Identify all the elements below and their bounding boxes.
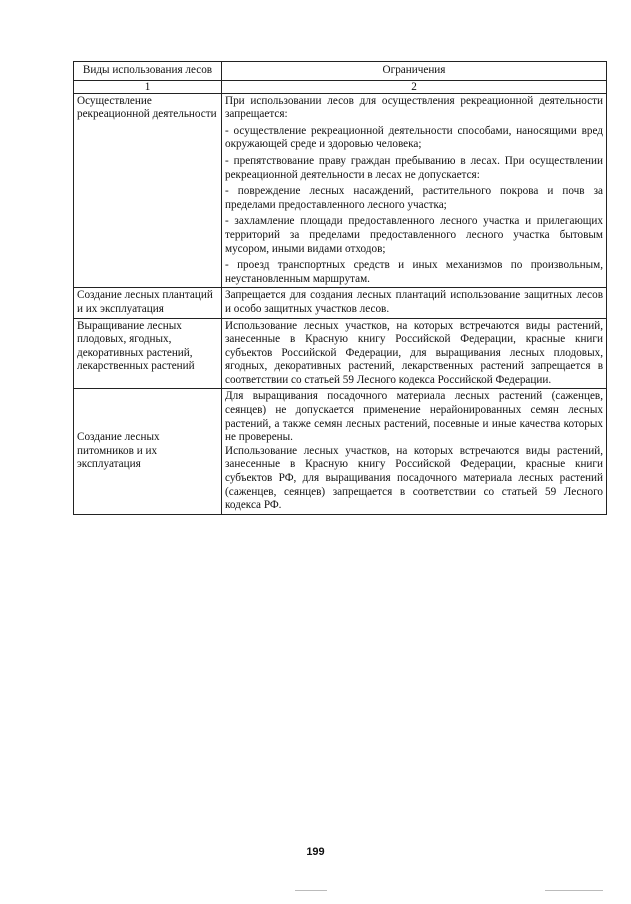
table-row <box>74 288 607 318</box>
row-recreation-restrictions <box>222 93 607 288</box>
row-plantations-restrictions <box>222 288 607 318</box>
row-recreation-type: Осуществление рекреационной деятельности <box>74 93 222 288</box>
restriction-paragraph: При использовании лесов для осуществления рекреационной деятельности запрещается: <box>225 94 603 121</box>
row-plantations-type: Создание лесных плантаций и их эксплуатация <box>74 288 222 318</box>
row-cultivation-type: Выращивание лесных плодовых, ягодных, декоративных растений, лекарственных растений <box>74 318 222 389</box>
table-row <box>74 389 607 514</box>
restriction-paragraph: Использование лесных участков, на которых встречаются виды растений, занесенные в Красную книгу Российской Федерации, красные книги субъектов РФ, для выращивания посадочного материала лесных растений (саженцев, сеянцев) запрещается в соответствии со статьей 59 Лесного кодекса РФ. <box>225 444 603 512</box>
header-forest-use-types: Виды использования лесов <box>74 62 222 81</box>
header-restrictions: Ограничения <box>222 62 607 81</box>
restriction-item: - препятствование праву граждан пребыванию в лесах. При осуществлении рекреационной деятельности в лесах не допускается: <box>225 154 603 181</box>
footer-rule-left <box>295 890 327 891</box>
row-nurseries-type: Создание лесных питомников и их эксплуатация <box>74 389 222 514</box>
table-row <box>74 93 607 288</box>
restriction-paragraph: Для выращивания посадочного материала лесных растений (саженцев, сеянцев) не допускается применение нерайонированных семян лесных растений, а также семян лесных растений, посевные и иные качества которых не проверены. <box>225 390 603 444</box>
restrictions-table <box>73 61 607 515</box>
restriction-item: - осуществление рекреационной деятельности способами, наносящими вред окружающей среде и здоровью человека; <box>225 124 603 151</box>
column-number-1: 1 <box>74 80 222 93</box>
row-cultivation-restrictions <box>222 318 607 389</box>
table-row <box>74 318 607 389</box>
page-number: 199 <box>306 846 325 858</box>
row-nurseries-restrictions <box>222 389 607 514</box>
table-header <box>74 62 607 94</box>
footer-rule-right <box>545 890 603 891</box>
restriction-paragraph: Запрещается для создания лесных плантаций использование защитных лесов и особо защитных участков лесов. <box>225 289 603 315</box>
restriction-item: - проезд транспортных средств и иных механизмов по произвольным, неустановленным маршрутам. <box>225 259 603 285</box>
column-number-row <box>74 80 607 93</box>
restriction-paragraph: Использование лесных участков, на которых встречаются виды растений, занесенные в Красную книгу Российской Федерации, красные книги субъектов Российской Федерации, для выращивания лесных плодовых, ягодных, декоративных растений, лекарственных растений запрещается в соответствии со статьей 59 Лесного кодекса Российской Федерации. <box>225 319 603 386</box>
column-number-2: 2 <box>222 80 607 93</box>
header-row <box>74 62 607 81</box>
restriction-item: - захламление площади предоставленного лесного участка и прилегающих территорий за пределами предоставленного лесного участка бытовым мусором, иными видами отходов; <box>225 215 603 255</box>
restriction-item: - повреждение лесных насаждений, растительного покрова и почв за пределами предоставленного лесного участка; <box>225 185 603 211</box>
